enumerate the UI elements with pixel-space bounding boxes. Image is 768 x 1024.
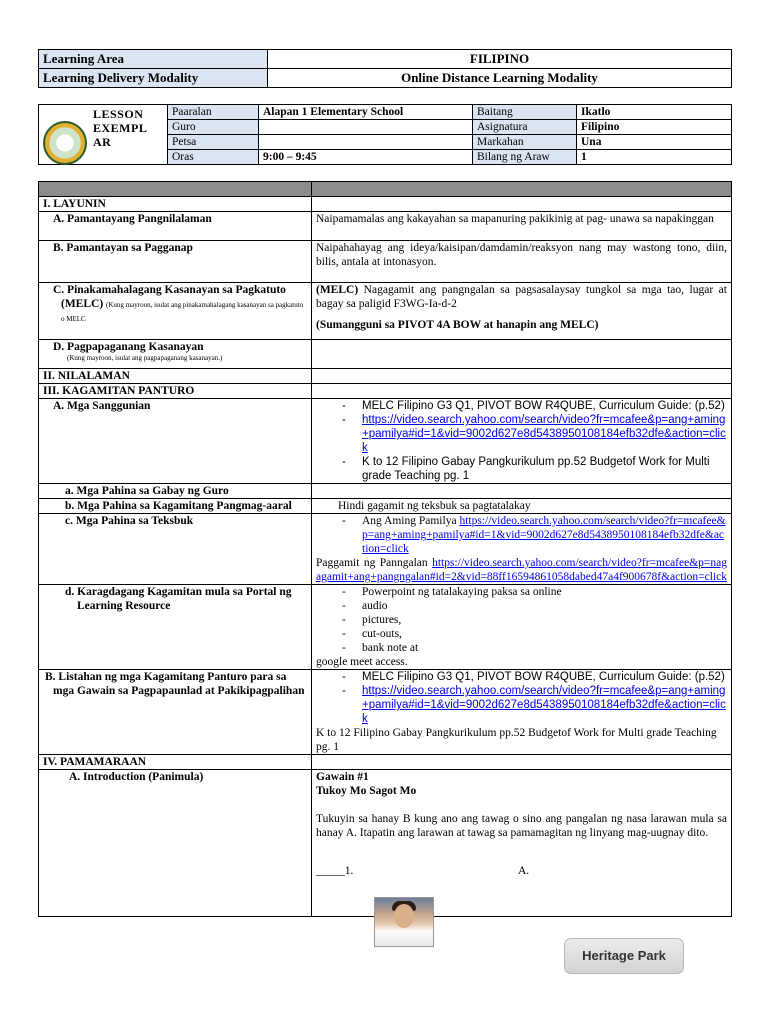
karagdagang-label: d. Karagdagang Kagamitan mula sa Portal ng Learning Resource — [39, 585, 312, 670]
melc-label: C. Pinakamahalagang Kasanayan sa Pagkatuto (MELC) — [53, 284, 286, 310]
info-value: 1 — [577, 150, 732, 165]
info-value — [259, 120, 473, 135]
section-layunin: I. LAYUNIN — [39, 197, 312, 212]
melc-cell — [39, 283, 312, 340]
section-pamamaraan: IV. PAMAMARAAN — [39, 755, 312, 770]
pagpapaganang-cell: D. Pagpapaganang Kasanayan (Kung mayroon, isulat ang pagpapaganang kasanayan.) — [39, 340, 312, 369]
info-value: Filipino — [577, 120, 732, 135]
teksbuk-label: c. Mga Pahina sa Teksbuk — [39, 514, 312, 585]
video-link[interactable]: https://video.search.yahoo.com/search/video?fr=mcafee&p=ang+aming+pamilya#id=1&vid=9002d627e8d5438950108184efb32dfe&action=click — [362, 515, 726, 555]
info-value: 9:00 – 9:45 — [259, 150, 473, 165]
sanggunian-list: - MELC Filipino G3 Q1, PIVOT BOW R4QUBE, Curriculum Guide: (p.52) - https://video.search.yahoo.com/search/video?fr=mcafee&p=ang+aming+pamilya#id=1&vid=9002d627e8d5438950108184efb32dfe&action=click - K to 12 Filipino Gabay Pangkurikulum pp.52 Budgetof Work for Multi grade Teaching pg. 1 — [312, 399, 732, 484]
pamantayan-pagganap-label: B. Pamantayan sa Pagganap — [39, 241, 312, 283]
gawain-title: Gawain #1 — [316, 771, 369, 783]
melc-note: (Sumangguni sa PIVOT 4A BOW at hanapin ang MELC) — [316, 319, 599, 331]
learning-area-value: FILIPINO — [268, 50, 732, 69]
info-value: Una — [577, 135, 732, 150]
info-label: Paaralan — [168, 105, 259, 120]
hindi-gagamit-text: Hindi gagamit ng teksbuk sa pagtatalakay — [312, 499, 732, 514]
lesson-plan-table — [38, 181, 732, 917]
melc-text-cell: (MELC) Nagagamit ang pangngalan sa pagsasalaysay tungkol sa mga tao, lugar at bagay sa paligid F3WG-Ia-d-2 (Sumangguni sa PIVOT 4A BOW at hanapin ang MELC) — [312, 283, 732, 340]
modality-value: Online Distance Learning Modality — [268, 69, 732, 88]
kagamitang-pangmag-label: b. Mga Pahina sa Kagamitang Pangmag-aaral — [39, 499, 312, 514]
info-label: Asignatura — [473, 120, 577, 135]
header-table — [38, 49, 732, 88]
gray-header-row — [39, 182, 732, 197]
sanggunian-label: A. Mga Sanggunian — [39, 399, 312, 484]
deped-seal-icon — [43, 121, 87, 165]
section-nilalaman: II. NILALAMAN — [39, 369, 312, 384]
lesson-exemplar-cell — [39, 105, 168, 165]
lesson-exemplar-title: LESSON EXEMPL AR — [93, 107, 148, 149]
matching-item-row — [316, 864, 727, 880]
info-label: Baitang — [473, 105, 577, 120]
lesson-info-table — [38, 104, 732, 165]
listahan-label: B. Listahan ng mga Kagamitang Panturo para sa mga Gawain sa Pagpapaunlad at Pakikipagpalihan — [39, 670, 312, 755]
item-blank: _____1. — [316, 865, 354, 877]
heritage-park-label: Heritage Park — [564, 938, 684, 974]
video-link[interactable]: https://video.search.yahoo.com/search/video?fr=mcafee&p=ang+aming+pamilya#id=1&vid=9002d627e8d5438950108184efb32dfe&action=click — [362, 685, 726, 725]
video-link[interactable]: https://video.search.yahoo.com/search/video?fr=mcafee&p=nagagamit+ang+pangngalan#id=2&vid=88ff16594861058dabed47a4f900678f&action=click — [316, 557, 727, 583]
person-photo — [374, 897, 434, 947]
pamantayang-pangnilalaman-text: Naipamamalas ang kakayahan sa mapanuring pakikinig at pag- unawa sa napakinggan — [312, 212, 732, 241]
pamantayan-pagganap-text: Naipahahayag ang ideya/kaisipan/damdamin/reaksyon nang may wastong tono, diin, bilis, antala at intonasyon. — [312, 241, 732, 283]
learning-area-label: Learning Area — [39, 50, 268, 69]
listahan-cell: - MELC Filipino G3 Q1, PIVOT BOW R4QUBE, Curriculum Guide: (p.52) - https://video.search.yahoo.com/search/video?fr=mcafee&p=ang+aming+pamilya#id=1&vid=9002d627e8d5438950108184efb32dfe&action=click K to 12 Filipino Gabay Pangkurikulum pp.52 Budgetof Work for Multi grade Teaching pg. 1 — [312, 670, 732, 755]
info-value — [259, 135, 473, 150]
item-a-label: A. — [518, 865, 530, 877]
modality-label: Learning Delivery Modality — [39, 69, 268, 88]
video-link[interactable]: https://video.search.yahoo.com/search/video?fr=mcafee&p=ang+aming+pamilya#id=1&vid=9002d627e8d5438950108184efb32dfe&action=click — [362, 414, 726, 454]
teksbuk-cell: - Ang Aming Pamilya https://video.search.yahoo.com/search/video?fr=mcafee&p=ang+aming+pamilya#id=1&vid=9002d627e8d5438950108184efb32dfe&action=click Paggamit ng Panngalan https://video.search.yahoo.com/search/video?fr=mcafee&p=nagagamit+ang+pangngalan#id=2&vid=88ff16594861058dabed47a4f900678f&action=click — [312, 514, 732, 585]
info-value: Alapan 1 Elementary School — [259, 105, 473, 120]
info-label: Oras — [168, 150, 259, 165]
gabay-guro-label: a. Mga Pahina sa Gabay ng Guro — [39, 484, 312, 499]
gawain-instructions: Tukuyin sa hanay B kung ano ang tawag o sino ang pangalan ng nasa larawan mula sa hanay A. Itapatin ang larawan at tawag sa pamamagitan ng linyang mag-uugnay dito. — [316, 813, 727, 839]
introduction-cell — [312, 770, 732, 917]
info-label: Petsa — [168, 135, 259, 150]
info-label: Guro — [168, 120, 259, 135]
melc-small-note: (Kung mayroon, isulat ang pinakamahalagang kasanayan sa pagkatuto o MELC — [61, 301, 304, 323]
info-value: Ikatlo — [577, 105, 732, 120]
section-kagamitan: III. KAGAMITAN PANTURO — [39, 384, 312, 399]
gawain-subtitle: Tukoy Mo Sagot Mo — [316, 785, 417, 797]
info-label: Markahan — [473, 135, 577, 150]
karagdagang-cell: - Powerpoint ng tatalakaying paksa sa online - audio - pictures, - cut-outs, - bank note at google meet access. — [312, 585, 732, 670]
info-label: Bilang ng Araw — [473, 150, 577, 165]
pamantayang-pangnilalaman-label: A. Pamantayang Pangnilalaman — [39, 212, 312, 241]
introduction-label: A. Introduction (Panimula) — [39, 770, 312, 917]
